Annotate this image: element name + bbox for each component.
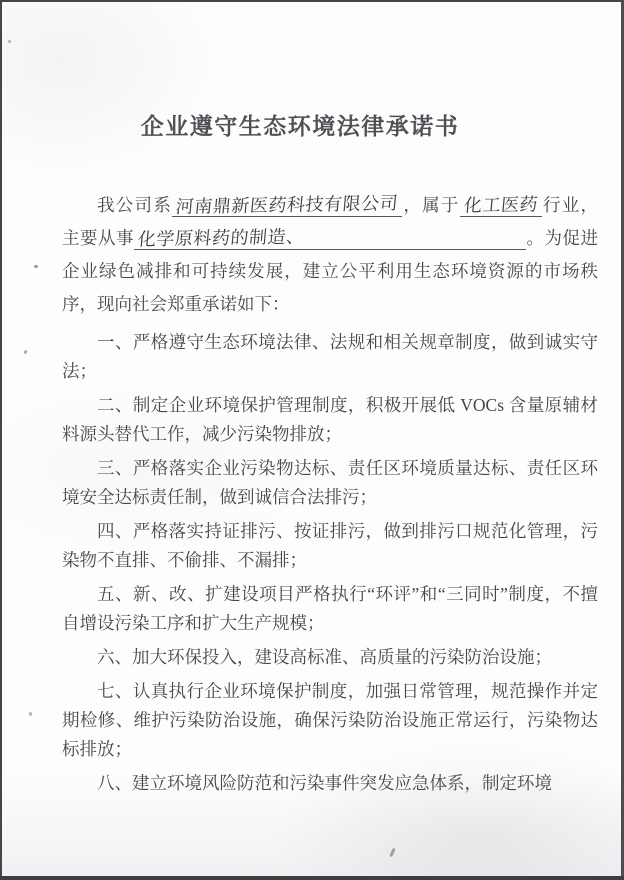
commitment-item-1: 一、严格遵守生态环境法律、法规和相关规章制度，做到诚实守法； — [62, 332, 598, 381]
scan-artifact — [8, 40, 11, 43]
intro-lead-text: 我公司系 — [97, 195, 173, 215]
commitment-item-4: 四、严格落实持证排污、按证排污，做到排污口规范化管理，污染物不直排、不偷排、不漏排； — [62, 521, 598, 570]
scan-edge-bottom — [0, 876, 624, 880]
intro-after-industry-text: 行业，主要从事 — [62, 195, 599, 248]
intro-after-company-text: ，属于 — [402, 195, 460, 215]
industry-blank — [460, 195, 542, 217]
commitment-item-5: 五、新、改、扩建设项目严格执行“环评”和“三同时”制度，不擅自增设污染工序和扩大生产规模； — [62, 584, 598, 633]
business-scope-handwriting: 化学原料药的制造、 — [136, 226, 306, 250]
scan-artifact — [29, 712, 32, 716]
company-name-handwriting: 河南鼎新医药科技有限公司 — [175, 193, 400, 217]
commitment-item-2: 二、制定企业环境保护管理制度，积极开展低 VOCs 含量原辅材料源头替代工作，减少污染物排放； — [62, 395, 598, 444]
commitment-item-7: 七、认真执行企业环境保护制度，加强日常管理，规范操作并定期检修、维护污染防治设施，确保污染防治设施正常运行，污染物达标排放； — [62, 681, 598, 759]
company-name-blank — [172, 195, 402, 217]
commitment-item-6: 六、加大环保投入，建设高标准、高质量的污染防治设施； — [97, 647, 552, 667]
intro-paragraph — [62, 189, 598, 321]
document-title: 企业遵守生态环境法律承诺书 — [140, 113, 460, 139]
business-scope-blank — [134, 228, 526, 250]
commitment-item-8: 八、建立环境风险防范和污染事件突发应急体系，制定环境 — [97, 773, 552, 793]
scan-edge-top — [0, 0, 624, 2]
intro-closing-text: 。为促进企业绿色减排和可持续发展，建立公平利用生态环境资源的市场秩序，现向社会郑重承诺如下： — [62, 228, 598, 314]
industry-handwriting: 化工医药 — [462, 194, 539, 216]
scan-artifact — [34, 265, 38, 268]
scan-edge-left — [0, 0, 2, 880]
commitment-item-3: 三、严格落实企业污染物达标、责任区环境质量达标、责任区环境安全达标责任制，做到诚信合法排污； — [62, 458, 598, 507]
